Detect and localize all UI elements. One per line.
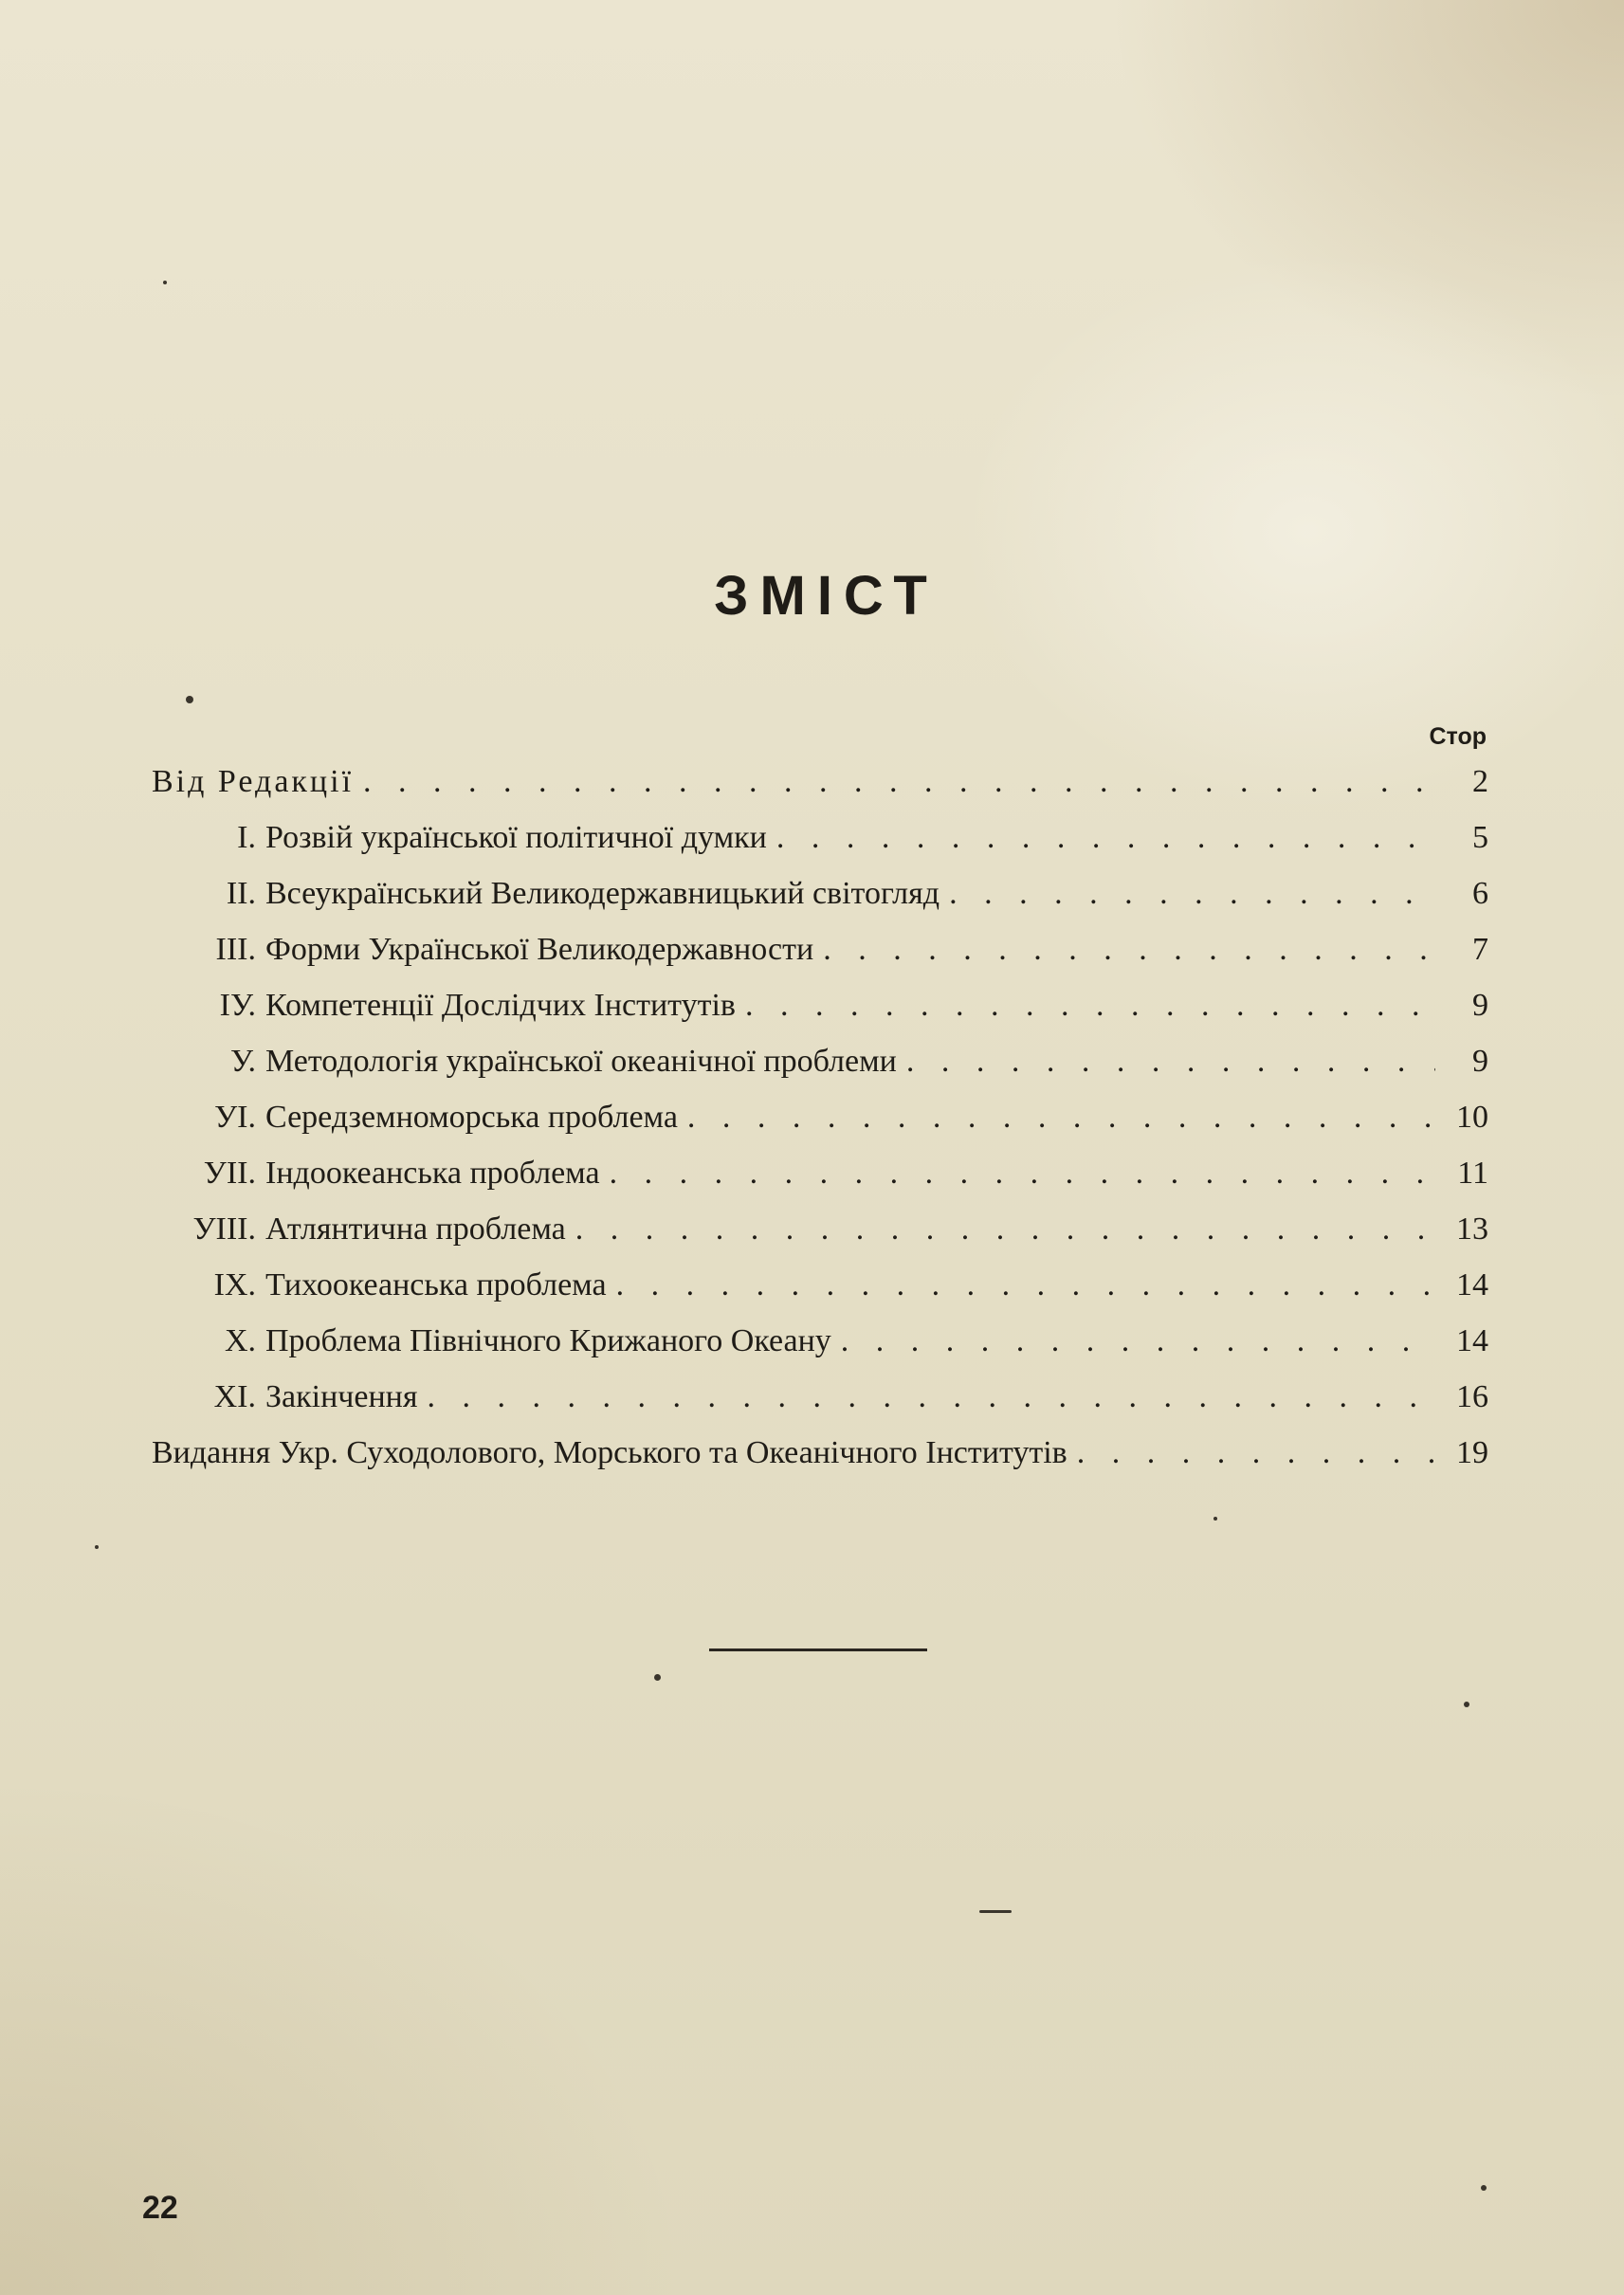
toc-entry xyxy=(152,1323,1488,1379)
toc-label: Компетенції Дослідчих Інститутів xyxy=(265,988,736,1023)
toc-numeral: У. xyxy=(229,1044,256,1079)
paper-speck xyxy=(186,696,193,703)
toc-entry xyxy=(152,1156,1488,1211)
toc-label: Тихоокеанська проблема xyxy=(265,1267,607,1302)
toc-numeral: IX. xyxy=(213,1267,256,1302)
leader-dots xyxy=(616,1267,1435,1303)
leader-dots xyxy=(428,1379,1435,1415)
toc-page-number: 14 xyxy=(1456,1323,1488,1358)
page-number: 22 xyxy=(142,2190,178,2226)
toc-label: Всеукраїнський Великодержавницький світогляд xyxy=(265,876,940,911)
toc-entry xyxy=(152,988,1488,1044)
toc-entry xyxy=(152,1100,1488,1156)
toc-numeral: III. xyxy=(215,932,256,967)
paper-speck xyxy=(979,1910,1012,1913)
toc-entry xyxy=(152,1379,1488,1435)
paper-speck xyxy=(1213,1517,1217,1521)
toc-label: Атлянтична проблема xyxy=(265,1211,566,1247)
leader-dots xyxy=(610,1156,1435,1192)
paper-speck xyxy=(654,1674,661,1681)
toc-label: Середземноморська проблема xyxy=(265,1100,678,1135)
toc-page-number: 7 xyxy=(1472,932,1488,967)
toc-numeral: X. xyxy=(224,1323,256,1358)
toc-page-number: 6 xyxy=(1472,876,1488,911)
toc-entry xyxy=(152,1435,1488,1491)
toc-numeral: II. xyxy=(226,876,256,911)
leader-dots xyxy=(1077,1435,1435,1471)
toc-page-number: 16 xyxy=(1456,1379,1488,1414)
toc-label: Методологія української океанічної проблеми xyxy=(265,1044,897,1079)
toc-numeral: УIII. xyxy=(192,1211,256,1247)
toc-entry xyxy=(152,932,1488,988)
leader-dots xyxy=(841,1323,1435,1359)
toc-label: Видання Укр. Суходолового, Морського та Океанічного Інститутів xyxy=(152,1435,1067,1470)
toc-numeral: УI. xyxy=(214,1100,256,1135)
toc-entry xyxy=(152,764,1488,820)
paper-speck xyxy=(1464,1702,1469,1707)
toc-label: Форми Української Великодержавности xyxy=(265,932,814,967)
toc-entry xyxy=(152,876,1488,932)
toc-entry xyxy=(152,1267,1488,1323)
leader-dots xyxy=(363,764,1435,800)
toc-numeral: IУ. xyxy=(219,988,256,1023)
toc-numeral: I. xyxy=(237,820,256,855)
toc-page-number: 13 xyxy=(1456,1211,1488,1247)
section-divider xyxy=(709,1648,927,1651)
toc-page-number: 5 xyxy=(1472,820,1488,855)
toc-page-number: 2 xyxy=(1472,764,1488,799)
toc-entry xyxy=(152,820,1488,876)
toc-label: Проблема Північного Крижаного Океану xyxy=(265,1323,831,1358)
toc-page-number: 10 xyxy=(1456,1100,1488,1135)
toc-page-number: 11 xyxy=(1457,1156,1488,1191)
toc-numeral: XI. xyxy=(213,1379,256,1414)
page-title: ЗМІСТ xyxy=(714,565,939,627)
toc-numeral: УII. xyxy=(203,1156,256,1191)
toc-label: Закінчення xyxy=(265,1379,418,1414)
leader-dots xyxy=(687,1100,1435,1136)
toc-entry xyxy=(152,1211,1488,1267)
leader-dots xyxy=(906,1044,1435,1080)
toc-page-number: 14 xyxy=(1456,1267,1488,1302)
toc-page-number: 9 xyxy=(1472,988,1488,1023)
toc-entry xyxy=(152,1044,1488,1100)
toc-label: Індоокеанська проблема xyxy=(265,1156,600,1191)
paper-speck xyxy=(95,1545,99,1549)
paper-speck xyxy=(1481,2185,1487,2191)
leader-dots xyxy=(575,1211,1435,1248)
leader-dots xyxy=(949,876,1435,912)
toc-page-number: 9 xyxy=(1472,1044,1488,1079)
table-of-contents xyxy=(152,764,1488,1491)
paper-speck xyxy=(163,281,167,284)
leader-dots xyxy=(823,932,1435,968)
leader-dots xyxy=(745,988,1435,1024)
toc-page-number: 19 xyxy=(1456,1435,1488,1470)
leader-dots xyxy=(776,820,1435,856)
toc-label: Від Редакції xyxy=(152,764,355,799)
page-column-header: Стор xyxy=(1429,723,1487,750)
toc-label: Розвій української політичної думки xyxy=(265,820,767,855)
